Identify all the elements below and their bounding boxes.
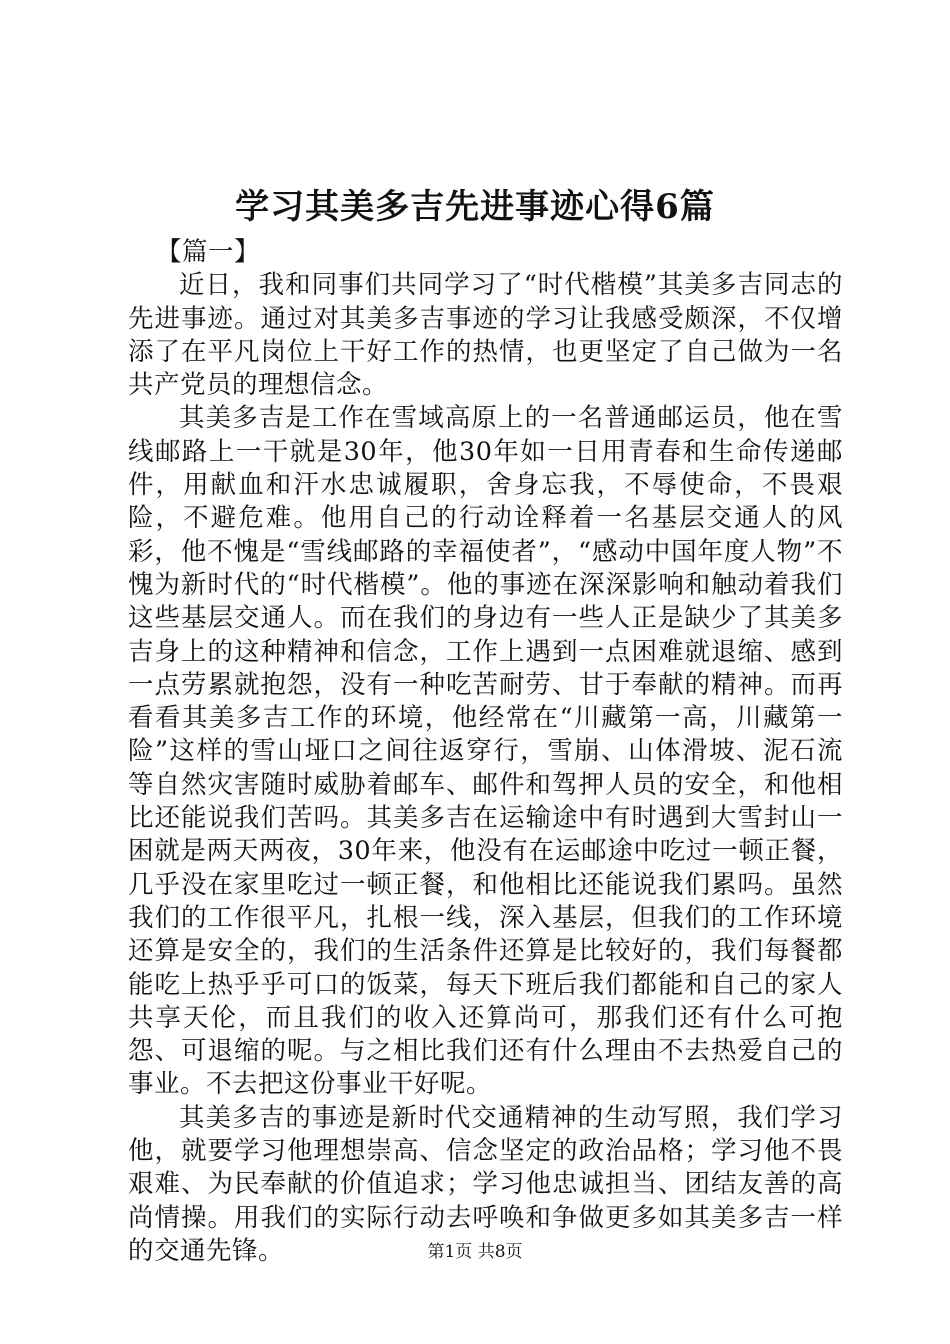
document-title: 学习其美多吉先进事迹心得6篇 [235, 187, 715, 227]
paragraph-3: 其美多吉的事迹是新时代交通精神的生动写照，我们学习他，就要学习他理想崇高、信念坚定的政治品格；学习他不畏艰难、为民奉献的价值追求；学习他忠诚担当、团结友善的高尚情操。用我们的实际行动去呼唤和争做更多如其美多吉一样的交通先锋。 [128, 1102, 843, 1266]
document-body [128, 236, 843, 1268]
paragraph-1: 近日，我和同事们共同学习了“时代楷模”其美多吉同志的先进事迹。通过对其美多吉事迹的学习让我感受颇深，不仅增添了在平凡岗位上干好工作的热情，也更坚定了自己做为一名共产党员的理想信念。 [128, 270, 843, 401]
paragraph-2: 其美多吉是工作在雪域高原上的一名普通邮运员，他在雪线邮路上一干就是30年，他30年如一日用青春和生命传递邮件，用献血和汗水忠诚履职，舍身忘我，不辱使命，不畏艰险，不避危难。他用自己的行动诠释着一名基层交通人的风彩，他不愧是“雪线邮路的幸福使者”，“感动中国年度人物”不愧为新时代的“时代楷模”。他的事迹在深深影响和触动着我们这些基层交通人。而在我们的身边有一些人正是缺少了其美多吉身上的这种精神和信念，工作上遇到一点困难就退缩、感到一点劳累就抱怨，没有一种吃苦耐劳、甘于奉献的精神。而再看看其美多吉工作的环境，他经常在“川藏第一高，川藏第一险”这样的雪山垭口之间往返穿行，雪崩、山体滑坡、泥石流等自然灾害随时威胁着邮车、邮件和驾押人员的安全，和他相比还能说我们苦吗。其美多吉在运输途中有时遇到大雪封山一困就是两天两夜，30年来，他没有在运邮途中吃过一顿正餐，几乎没在家里吃过一顿正餐，和他相比还能说我们累吗。虽然我们的工作很平凡，扎根一线，深入基层，但我们的工作环境还算是安全的，我们的生活条件还算是比较好的，我们每餐都能吃上热乎乎可口的饭菜，每天下班后我们都能和自己的家人共享天伦，而且我们的收入还算尚可，那我们还有什么可抱怨、可退缩的呢。与之相比我们还有什么理由不去热爱自己的事业。不去把这份事业干好呢。 [128, 403, 843, 1100]
page-footer: 第1页 共8页 [427, 1242, 523, 1262]
section-label: 【篇一】 [156, 237, 261, 267]
